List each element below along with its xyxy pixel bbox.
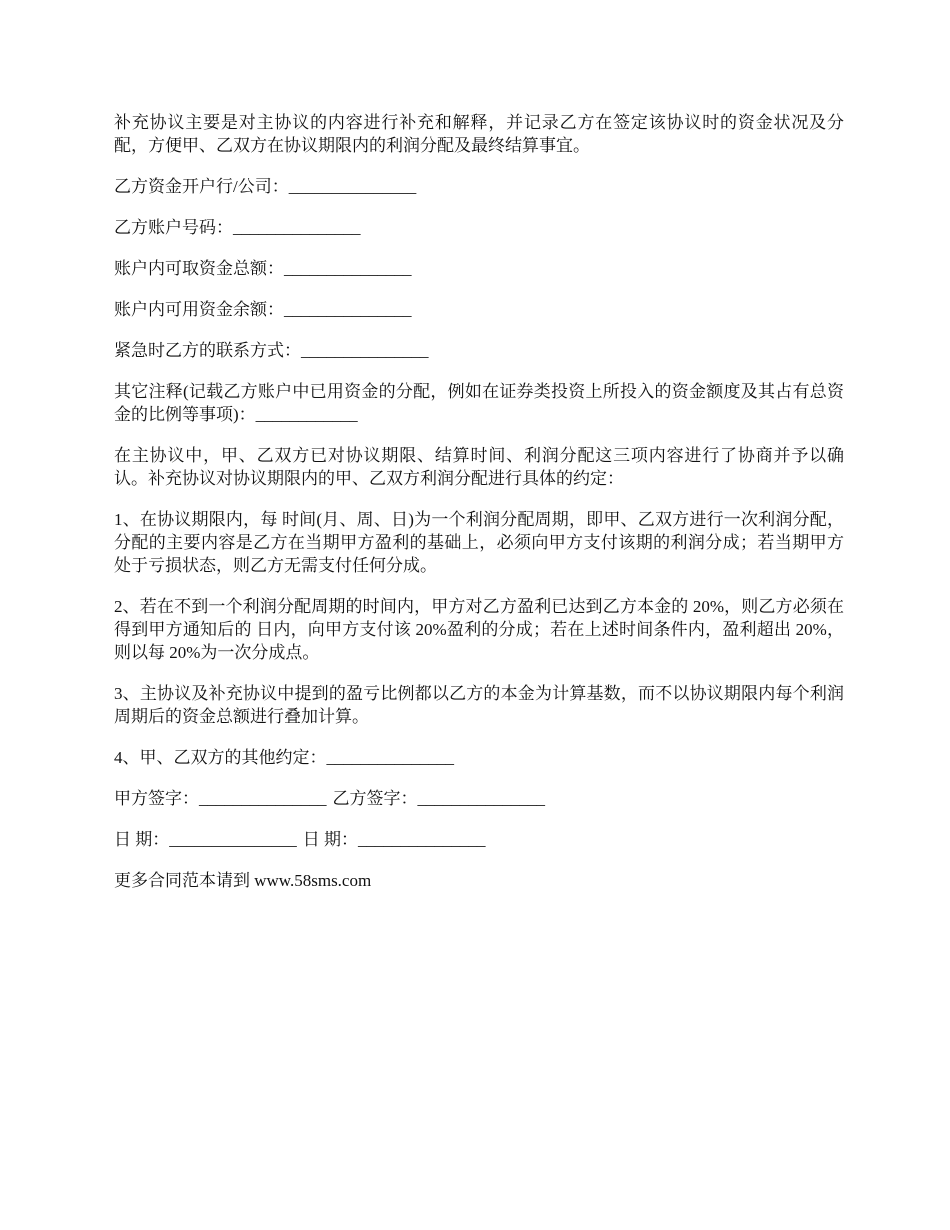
party-b-signature: 乙方签字：_______________ — [332, 789, 545, 808]
signature-line — [114, 787, 844, 810]
account-number-field: 乙方账户号码：_______________ — [114, 218, 361, 237]
party-b-date: 日 期：_______________ — [302, 830, 486, 849]
clause-1: 1、在协议期限内，每 时间(月、周、日)为一个利润分配周期，即甲、乙双方进行一次利润分配，分配的主要内容是乙方在当期甲方盈利的基础上，必须向甲方支付该期的利润分成；若当期甲方处于亏损状态，则乙方无需支付任何分成。 — [114, 510, 844, 575]
other-notes-paragraph: 其它注释(记载乙方账户中已用资金的分配，例如在证券类投资上所投入的资金额度及其占有总资金的比例等事项)：____________ — [114, 382, 844, 424]
withdrawable-total-field: 账户内可取资金总额：_______________ — [114, 259, 412, 278]
clause-3: 3、主协议及补充协议中提到的盈亏比例都以乙方的本金为计算基数，而不以协议期限内每个利润周期后的资金总额进行叠加计算。 — [114, 684, 844, 726]
contract-document — [114, 111, 844, 910]
emergency-contact-field: 紧急时乙方的联系方式：_______________ — [114, 341, 429, 360]
footer-link-text: 更多合同范本请到 www.58sms.com — [114, 871, 372, 890]
party-a-signature: 甲方签字：_______________ — [114, 789, 327, 808]
bank-field: 乙方资金开户行/公司：_______________ — [114, 177, 417, 196]
date-line — [114, 828, 844, 851]
intro-paragraph: 补充协议主要是对主协议的内容进行补充和解释，并记录乙方在签定该协议时的资金状况及分配，方便甲、乙双方在协议期限内的利润分配及最终结算事宜。 — [114, 113, 844, 155]
party-a-date: 日 期：_______________ — [114, 830, 297, 849]
clause-4: 4、甲、乙双方的其他约定：_______________ — [114, 748, 454, 767]
available-balance-field: 账户内可用资金余额：_______________ — [114, 300, 412, 319]
clause-2: 2、若在不到一个利润分配周期的时间内，甲方对乙方盈利已达到乙方本金的 20%，则乙方必须在得到甲方通知后的 日内，向甲方支付该 20%盈利的分成；若在上述时间条件内，盈利超出 20%，则以每 20%为一次分成点。 — [114, 597, 844, 662]
main-agreement-paragraph: 在主协议中，甲、乙双方已对协议期限、结算时间、利润分配这三项内容进行了协商并予以确认。补充协议对协议期限内的甲、乙双方利润分配进行具体的约定： — [114, 446, 844, 488]
